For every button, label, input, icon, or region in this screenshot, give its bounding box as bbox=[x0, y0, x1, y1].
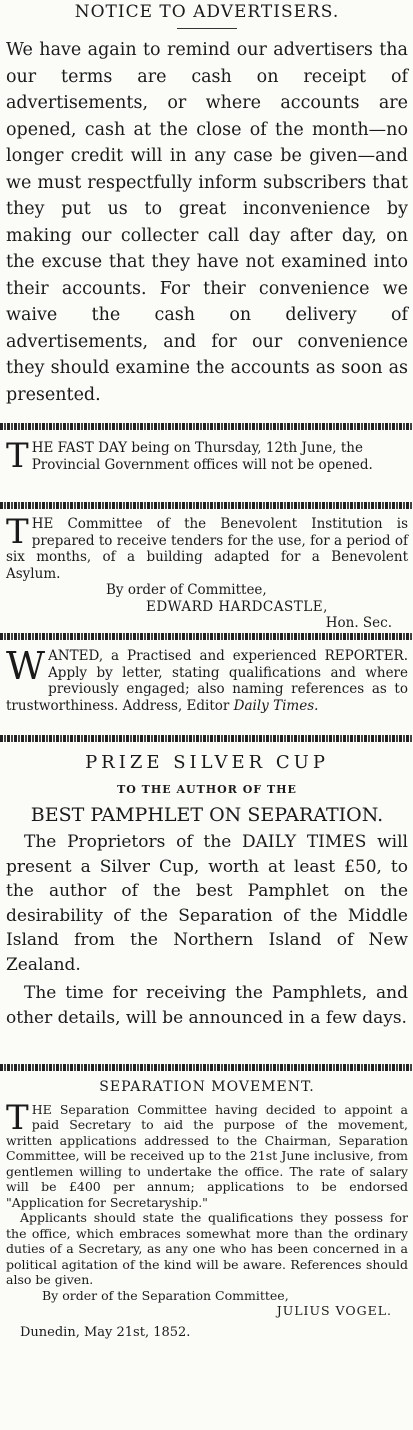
drop-cap: W bbox=[6, 644, 46, 688]
column-rule bbox=[0, 1064, 413, 1071]
prize-notice bbox=[6, 752, 408, 1030]
separation-notice bbox=[6, 1080, 408, 1340]
wanted-body: ANTED, a Practised and experienced REPORTER. Apply by letter, stating qualifications and where previously engaged; also naming references as to trustworthiness. Address, Editor bbox=[6, 648, 408, 714]
separation-order: By order of the Separation Committee, bbox=[42, 1287, 289, 1303]
benevolent-role: Hon. Sec. bbox=[325, 615, 392, 631]
prize-headline: BEST PAMPHLET ON SEPARATION. bbox=[30, 804, 384, 826]
fast-day-notice bbox=[6, 436, 408, 476]
drop-cap: T bbox=[6, 512, 29, 552]
benevolent-notice bbox=[6, 512, 408, 632]
benevolent-body: HE Committee of the Benevolent Institution is prepared to receive tenders for the use, for a period of six months, of a building adapted for a Benevolent Asylum. bbox=[6, 516, 408, 582]
benevolent-signatory: EDWARD HARDCASTLE, bbox=[146, 598, 328, 615]
column-rule bbox=[0, 423, 413, 430]
column-rule bbox=[0, 633, 413, 640]
notice-body: We have again to remind our advertisers tha our terms are cash on receipt of advertisements, or where accounts are opened, cash at the close of the month—no longer credit will in any case be given—and we must respectfully inform subscribers that they put us to great inconvenience by making our collecter call day after day, on the excuse that they have not examined into their accounts. For their convenience we waive the cash on delivery of advertisements, and for our convenience they should examine the accounts as soon as presented. bbox=[6, 40, 408, 405]
separation-title: SEPARATION MOVEMENT. bbox=[99, 1079, 315, 1095]
separation-body-2: Applicants should state the qualifications they possess for the office, which embraces somewhat more than the ordinary duties of a Secretary, as any one who has been concerned in a political agitation of the kind will be aware. References should also be given. bbox=[6, 1210, 408, 1287]
prize-paragraph-2: The time for receiving the Pamphlets, and other details, will be announced in a few days. bbox=[6, 983, 408, 1028]
title-rule bbox=[177, 28, 237, 29]
column-rule bbox=[0, 502, 413, 509]
prize-paragraph-1: The Proprietors of the DAILY TIMES will present a Silver Cup, worth at least £50, to the author of the best Pamphlet on the desirability of the Separation of the Middle Island from the Northern Island of New Zealand. bbox=[6, 832, 408, 975]
separation-body: HE Separation Committee having decided to appoint a paid Secretary to aid the purpose of the movement, written applications addressed to the Chairman, Separation Committee, will be received up to the 21st June inclusive, from gentlemen willing to undertake the office. The rate of salary will be £400 per annum; applications to be endorsed "Application for Secretaryship." bbox=[6, 1101, 408, 1210]
fast-day-body: HE FAST DAY being on Thursday, 12th June, the Provincial Government offices will not be opened. bbox=[31, 440, 373, 473]
drop-cap: T bbox=[6, 1097, 29, 1138]
prize-title: PRIZE SILVER CUP bbox=[85, 752, 329, 773]
benevolent-order: By order of Committee, bbox=[106, 582, 267, 598]
prize-subtitle: TO THE AUTHOR OF THE bbox=[117, 783, 297, 796]
separation-dateline: Dunedin, May 21st, 1852. bbox=[20, 1324, 191, 1340]
column-rule bbox=[0, 735, 413, 742]
separation-signatory: JULIUS VOGEL. bbox=[276, 1303, 392, 1318]
wanted-notice bbox=[6, 644, 408, 714]
notice-title: NOTICE TO ADVERTISERS. bbox=[74, 2, 340, 22]
wanted-paper: Daily Times. bbox=[233, 697, 319, 714]
notice-to-advertisers bbox=[6, 2, 408, 408]
drop-cap: T bbox=[6, 436, 29, 476]
